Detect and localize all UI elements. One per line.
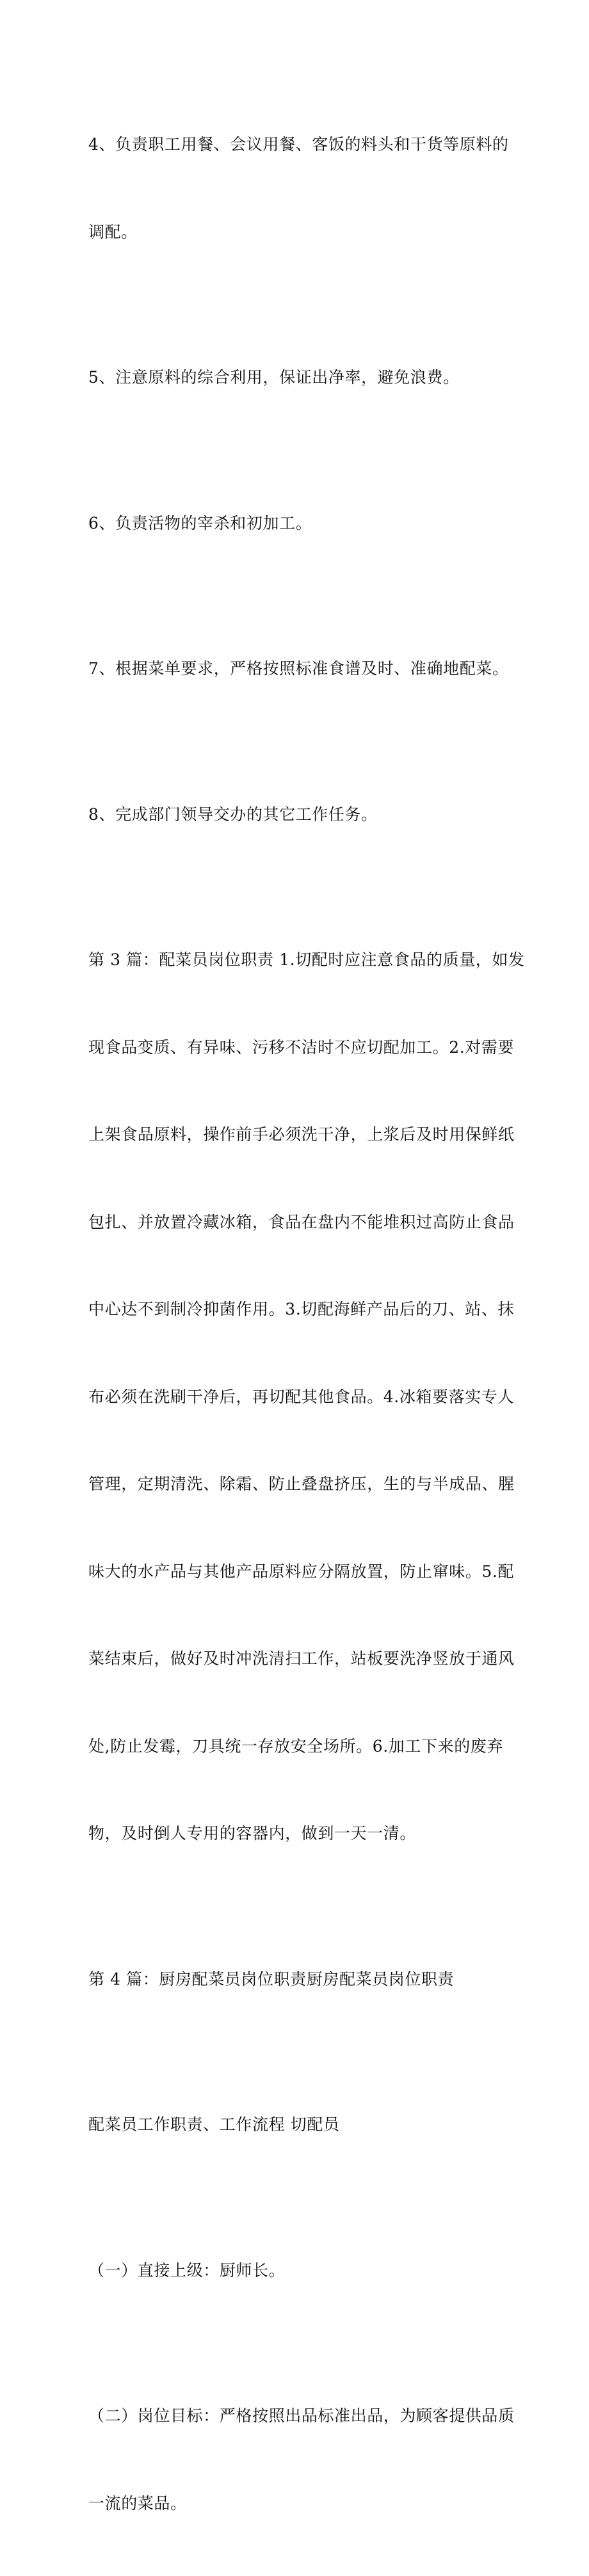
text-line: 配菜员工作职责、工作流程 切配员: [88, 2115, 340, 2134]
paragraph-direct-superior: [88, 2198, 504, 2344]
text-line: 处,防止发霉，刀具统一存放安全场所。6.加工下来的废弃: [88, 1736, 504, 1756]
text-line: 第 4 篇：厨房配菜员岗位职责厨房配菜员岗位职责: [88, 1969, 455, 1988]
paragraph-section-3: [88, 887, 525, 1907]
text-line: 上架食品原料，操作前手必须洗干净，上浆后及时用保鲜纸: [88, 1125, 515, 1144]
document-body: [88, 72, 525, 2576]
text-line: 中心达不到制冷抑菌作用。3.切配海鲜产品后的刀、站、抹: [88, 1300, 515, 1318]
text-line: 第 3 篇：配菜员岗位职责 1.切配时应注意食品的质量，如发: [88, 950, 525, 969]
paragraph-item-8: [88, 742, 504, 888]
paragraph-section-4-title: [88, 1907, 504, 2052]
text-line: 8、完成部门领导交办的其它工作任务。: [88, 804, 378, 824]
paragraph-subtitle: [88, 2052, 504, 2198]
text-line: 调配。: [88, 222, 138, 241]
text-line: 管理，定期清洗、除霜、防止叠盘挤压，生的与半成品、腥: [88, 1475, 515, 1493]
text-line: 味大的水产品与其他产品原料应分隔放置，防止窜味。5.配: [88, 1562, 515, 1581]
paragraph-item-7: [88, 596, 509, 742]
text-line: 菜结束后，做好及时冲洗清扫工作，站板要洗净竖放于通风: [88, 1649, 515, 1668]
paragraph-position-goal: [88, 2343, 515, 2576]
text-line: 7、根据菜单要求，严格按照标准食谱及时、准确地配菜。: [88, 659, 509, 678]
paragraph-item-5: [88, 305, 504, 451]
text-line: 5、注意原料的综合利用，保证出净率，避免浪费。: [88, 368, 460, 387]
text-line: 包扎、并放置冷藏冰箱，食品在盘内不能堆积过高防止食品: [88, 1212, 515, 1231]
text-line: 现食品变质、有异味、污移不洁时不应切配加工。2.对需要: [88, 1037, 515, 1057]
text-line: 6、负责活物的宰杀和初加工。: [88, 513, 312, 532]
paragraph-item-4: [88, 72, 509, 305]
text-line: （一）直接上级：厨师长。: [88, 2260, 286, 2280]
text-line: 布必须在洗刷干净后，再切配其他食品。4.冰箱要落实专人: [88, 1387, 515, 1406]
text-line: 4、负责职工用餐、会议用餐、客饭的料头和干货等原料的: [88, 135, 509, 154]
text-line: （二）岗位目标：严格按照出品标准出品，为顾客提供品质: [88, 2406, 515, 2425]
paragraph-item-6: [88, 451, 504, 596]
text-line: 物，及时倒人专用的容器内，做到一天一清。: [88, 1824, 417, 1843]
text-line: 一流的菜品。: [88, 2493, 187, 2513]
